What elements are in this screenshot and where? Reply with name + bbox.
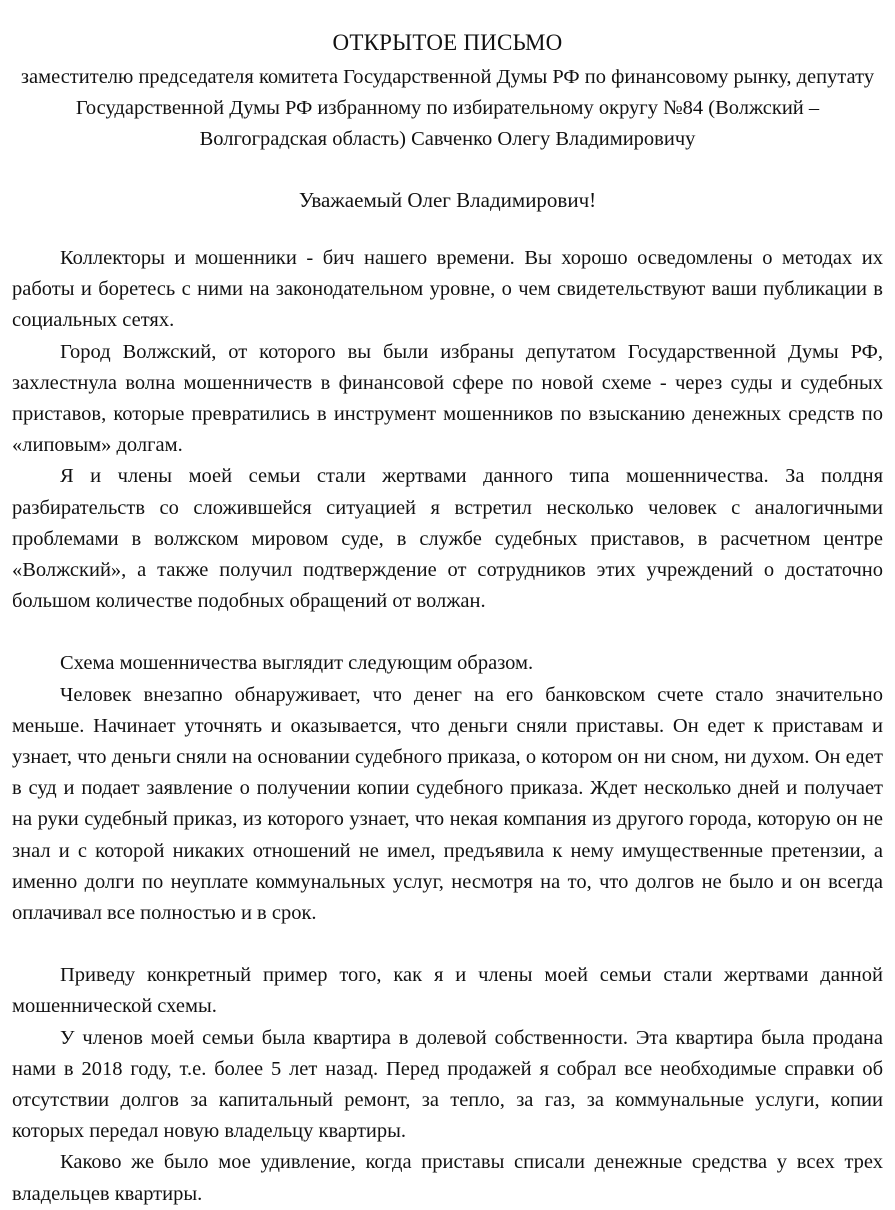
paragraph-gap (12, 617, 883, 648)
paragraph-6: Приведу конкретный пример того, как я и члены моей семьи стали жертвами данной мошеннической схемы. (12, 964, 883, 1018)
paragraph-4: Схема мошенничества выглядит следующим образом. (60, 652, 534, 675)
paragraph-8: Каково же было мое удивление, когда приставы списали денежные средства у всех трех владельцев квартиры. (12, 1151, 883, 1205)
paragraph-2: Город Волжский, от которого вы были избраны депутатом Государственной Думы РФ, захлестнула волна мошенничеств в финансовой сфере по новой схеме - через суды и судебных приставов, которые превратились в инструмент мошенников по взысканию денежных средств по «липовым» долгам. (12, 340, 883, 457)
paragraph-7: У членов моей семьи была квартира в долевой собственности. Эта квартира была продана нами в 2018 году, т.е. более 5 лет назад. Перед продажей я собрал все необходимые справки об отсутствии долгов за капитальный ремонт, за тепло, за газ, за коммунальные услуги, копии которых передал новую владельцу квартиры. (12, 1026, 883, 1143)
letter-addressee: заместителю председателя комитета Государственной Думы РФ по финансовому рынку, депутату Государственной Думы РФ избранному по избирательному округу №84 (Волжский – Волгоградская область) Савченко Олегу Владимировичу (20, 66, 875, 150)
letter-title: ОТКРЫТОЕ ПИСЬМО (332, 30, 563, 55)
paragraph-gap (12, 929, 883, 960)
paragraph-5: Человек внезапно обнаруживает, что денег на его банковском счете стало значительно меньше. Начинает уточнять и оказывается, что деньги сняли приставы. Он едет к приставам и узнает, что деньги сняли на основании судебного приказа, о котором он ни сном, ни духом. Он едет в суд и подает заявление о получении копии судебного приказа. Ждет несколько дней и получает на руки судебный приказ, из которого узнает, что некая компания из другого города, которую он не знал и с которой никаких отношений не имел, предъявила к нему имущественные претензии, а именно долги по неуплате коммунальных услуг, несмотря на то, что долгов не было и он всегда оплачивал все полностью и в срок. (12, 683, 883, 925)
paragraph-3: Я и члены моей семьи стали жертвами данного типа мошенничества. За полдня разбирательств со сложившейся ситуацией я встретил несколько человек с аналогичными проблемами в волжском мировом суде, в службе судебных приставов, в расчетном центре «Волжский», а также получил подтверждение от сотрудников этих учреждений о достаточно большом количестве подобных обращений от волжан. (12, 465, 883, 613)
letter-greeting: Уважаемый Олег Владимирович! (298, 188, 597, 212)
paragraph-1: Коллекторы и мошенники - бич нашего времени. Вы хорошо осведомлены о методах их работы и боретесь с ними на законодательном уровне, о чем свидетельствуют ваши публикации в социальных сетях. (12, 247, 883, 332)
